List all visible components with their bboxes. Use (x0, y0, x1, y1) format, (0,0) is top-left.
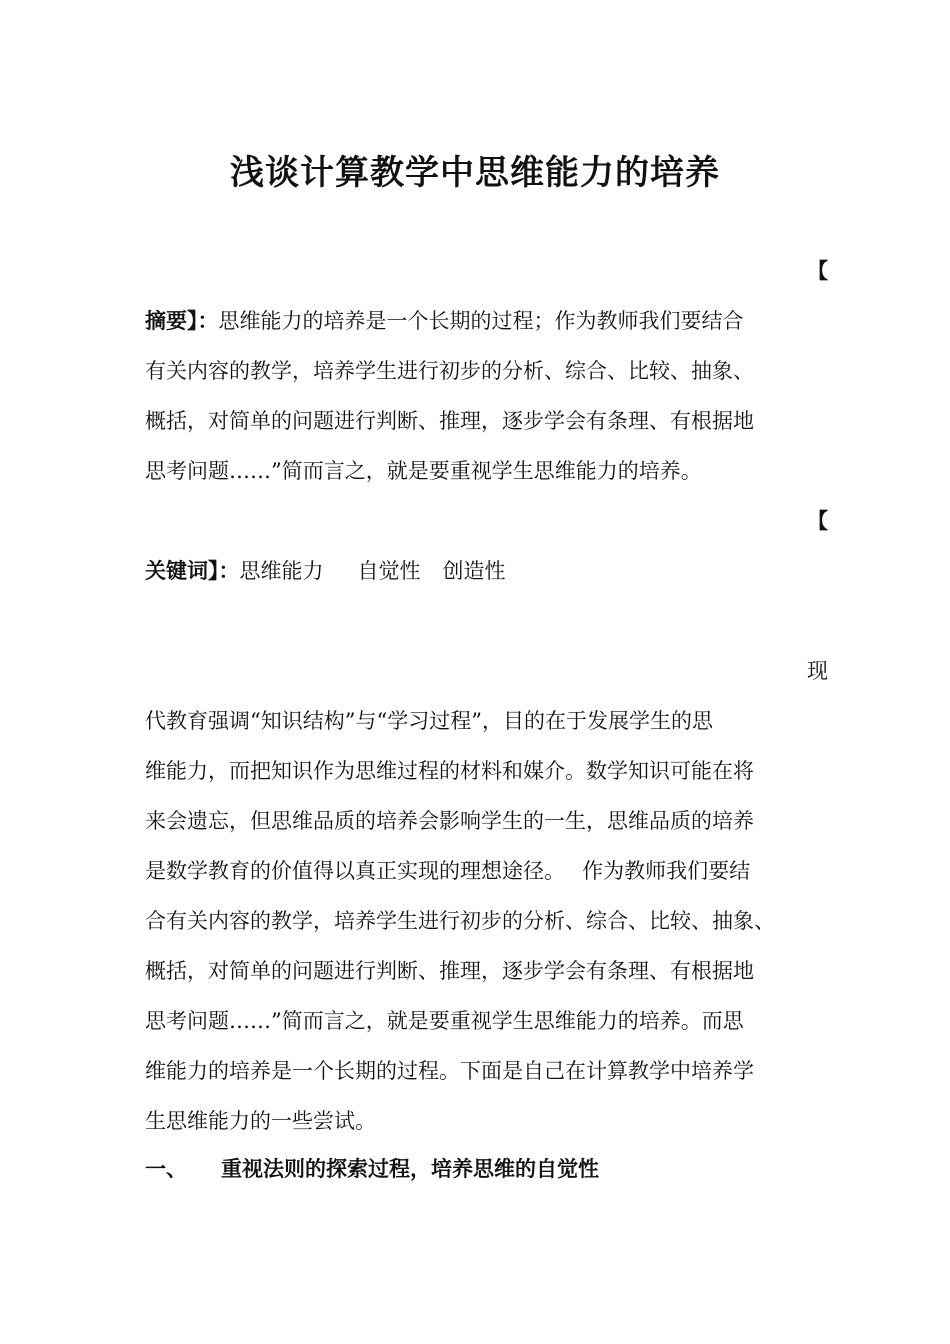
abstract-bracket-open: 【 (807, 259, 828, 283)
keyword-item: 创造性 (442, 559, 506, 583)
body-line-6: 概括，对简单的问题进行判断、推理，逐步学会有条理、有根据地 (145, 959, 754, 983)
section-number: 一、 (145, 1157, 187, 1181)
abstract-line-3: 概括，对简单的问题进行判断、推理，逐步学会有条理、有根据地 (145, 409, 754, 433)
body-line-4: 是数学教育的价值得以真正实现的理想途径。 作为教师我们要结 (145, 859, 751, 883)
section-heading (145, 1154, 599, 1184)
body-line-9: 生思维能力的一些尝试。 (145, 1109, 376, 1133)
body-line-1: 代教育强调“知识结构”与“学习过程”，目的在于发展学生的思 (145, 709, 713, 733)
body-line-3: 来会遗忘，但思维品质的培养会影响学生的一生，思维品质的培养 (145, 809, 754, 833)
body-line-5: 合有关内容的教学，培养学生进行初步的分析、综合、比较、抽象、 (145, 909, 775, 933)
abstract-line-4: 思考问题……”简而言之，就是要重视学生思维能力的培养。 (145, 459, 702, 483)
document-title: 浅谈计算教学中思维能力的培养 (230, 153, 720, 193)
abstract-label: 摘要】： (145, 309, 219, 333)
keywords-bracket-open: 【 (807, 509, 828, 533)
abstract-text: 思维能力的培养是一个长期的过程；作为教师我们要结合 (218, 309, 744, 333)
keywords-label: 关键词】： (145, 559, 240, 583)
body-first-char: 现 (807, 659, 828, 683)
keyword-item: 思维能力 (239, 559, 324, 583)
body-line-8: 维能力的培养是一个长期的过程。下面是自己在计算教学中培养学 (145, 1059, 754, 1083)
abstract-line-2: 有关内容的教学，培养学生进行初步的分析、综合、比较、抽象、 (145, 359, 754, 383)
abstract-line-1 (145, 306, 744, 336)
keywords-line (145, 556, 506, 586)
keyword-item: 自觉性 (357, 559, 421, 583)
body-line-2: 维能力，而把知识作为思维过程的材料和媒介。数学知识可能在将 (145, 759, 754, 783)
section-title: 重视法则的探索过程，培养思维的自觉性 (221, 1157, 599, 1181)
body-line-7: 思考问题……”简而言之，就是要重视学生思维能力的培养。而思 (145, 1009, 744, 1033)
